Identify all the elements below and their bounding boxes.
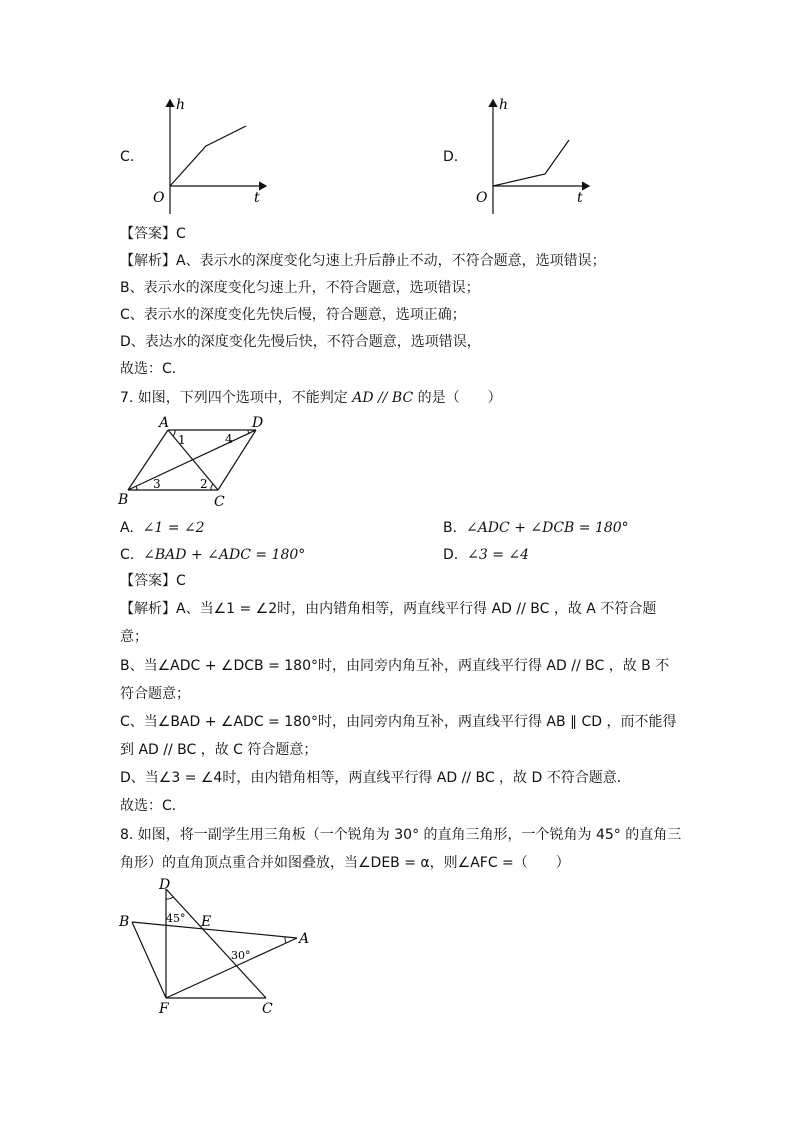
q6-analysis-line: C、表示水的深度变化先快后慢，符合题意，选项正确； [120, 307, 466, 323]
segment-ba [132, 922, 297, 938]
option-d-label: D. [443, 149, 459, 165]
q7-analysis-line: 符合题意； [120, 686, 190, 702]
option-math: ∠BAD + ∠ADC = 180° [143, 547, 306, 563]
option-letter: D. [443, 547, 459, 563]
q7-analysis-line: 【解析】A、当∠1 = ∠2时，由内错角相等，两直线平行得 AD // BC ，故 A 不符合题 [120, 601, 657, 617]
option-math: ∠ADC + ∠DCB = 180° [465, 520, 629, 536]
q7-analysis-line: D、当∠3 = ∠4时，由内错角相等，两直线平行得 AD // BC ，故 D 不符合题意． [120, 770, 631, 786]
vertex-e: E [201, 914, 212, 930]
vertex-c: C [262, 1001, 273, 1017]
q7-option-b [443, 518, 629, 538]
q7-stem-math: AD // BC [352, 390, 414, 406]
q6-analysis-line: 【解析】A、表示水的深度变化匀速上升后静止不动，不符合题意，选项错误； [120, 253, 606, 269]
q7-figure [112, 412, 282, 512]
q6-analysis-line: 故选：C． [120, 361, 186, 377]
q6-answer: 【答案】C [120, 226, 186, 242]
origin-label: O [476, 190, 488, 206]
angle-label-1: 1 [178, 433, 186, 447]
vertex-d: D [159, 877, 171, 893]
curve-d [493, 140, 569, 186]
q7-analysis-line: 意； [120, 629, 148, 645]
q8-figure [110, 875, 330, 1020]
t-label: t [254, 190, 260, 206]
vertex-b: B [119, 914, 130, 930]
q7-analysis-line: C、当∠BAD + ∠ADC = 180°时，由同旁内角互补，两直线平行得 AB ∥ CD ，而不能得 [120, 714, 677, 730]
segment-fa [166, 938, 297, 998]
angle-arc-3 [136, 486, 137, 490]
q7-stem-pre: 7. 如图，下列四个选项中，不能判定 [120, 390, 353, 406]
q7-option-d [443, 545, 529, 565]
segment-bf [132, 922, 166, 998]
q7-analysis-line: 故选：C． [120, 798, 186, 814]
option-letter: C. [120, 547, 135, 563]
vertex-a: A [159, 415, 170, 431]
option-letter: A. [120, 520, 134, 536]
h-label: h [499, 97, 509, 113]
q8-stem-line: 8. 如图，将一副学生用三角板（一个锐角为 30° 的直角三角形，一个锐角为 45° 的直角三 [120, 827, 682, 843]
graph-option-d [463, 92, 613, 222]
angle-arc-1 [173, 430, 175, 436]
q7-option-c [120, 545, 305, 565]
angle-arc-a [285, 937, 286, 943]
vertex-d: D [252, 415, 264, 431]
angle-arc-2 [211, 484, 213, 490]
angle-label-3: 3 [153, 477, 161, 491]
t-label: t [577, 190, 583, 206]
curve-c [170, 126, 246, 186]
q7-stem-post: 的是（ ） [413, 390, 502, 406]
h-label: h [176, 97, 186, 113]
origin-label: O [153, 190, 165, 206]
q7-stem [120, 388, 502, 408]
angle-label-45: 45° [166, 912, 186, 925]
q8-stem-line: 角形）的直角顶点重合并如图叠放，当∠DEB = α，则∠AFC =（ ） [120, 855, 570, 871]
option-letter: B. [443, 520, 458, 536]
angle-label-2: 2 [200, 477, 208, 491]
graph-option-c [140, 92, 290, 222]
segment-dc [166, 889, 266, 998]
option-c-label: C. [120, 149, 135, 165]
q6-analysis-line: B、表示水的深度变化匀速上升，不符合题意，选项错误； [120, 280, 480, 296]
angle-arc-45 [166, 897, 173, 899]
q7-option-a [120, 518, 205, 538]
option-math: ∠1 = ∠2 [142, 520, 205, 536]
angle-label-30: 30° [231, 949, 251, 962]
q7-analysis-line: 到 AD // BC ，故 C 符合题意； [120, 742, 318, 758]
angle-label-4: 4 [225, 432, 233, 446]
q6-analysis-line: D、表达水的深度变化先慢后快，不符合题意，选项错误， [120, 334, 481, 350]
vertex-a: A [299, 931, 310, 947]
vertex-b: B [118, 492, 129, 508]
option-math: ∠3 = ∠4 [467, 547, 530, 563]
vertex-f: F [159, 1001, 169, 1017]
vertex-c: C [214, 494, 225, 510]
q7-analysis-line: B、当∠ADC + ∠DCB = 180°时，由同旁内角互补，两直线平行得 AD // BC ，故 B 不 [120, 658, 670, 674]
q7-answer: 【答案】C [120, 573, 186, 589]
